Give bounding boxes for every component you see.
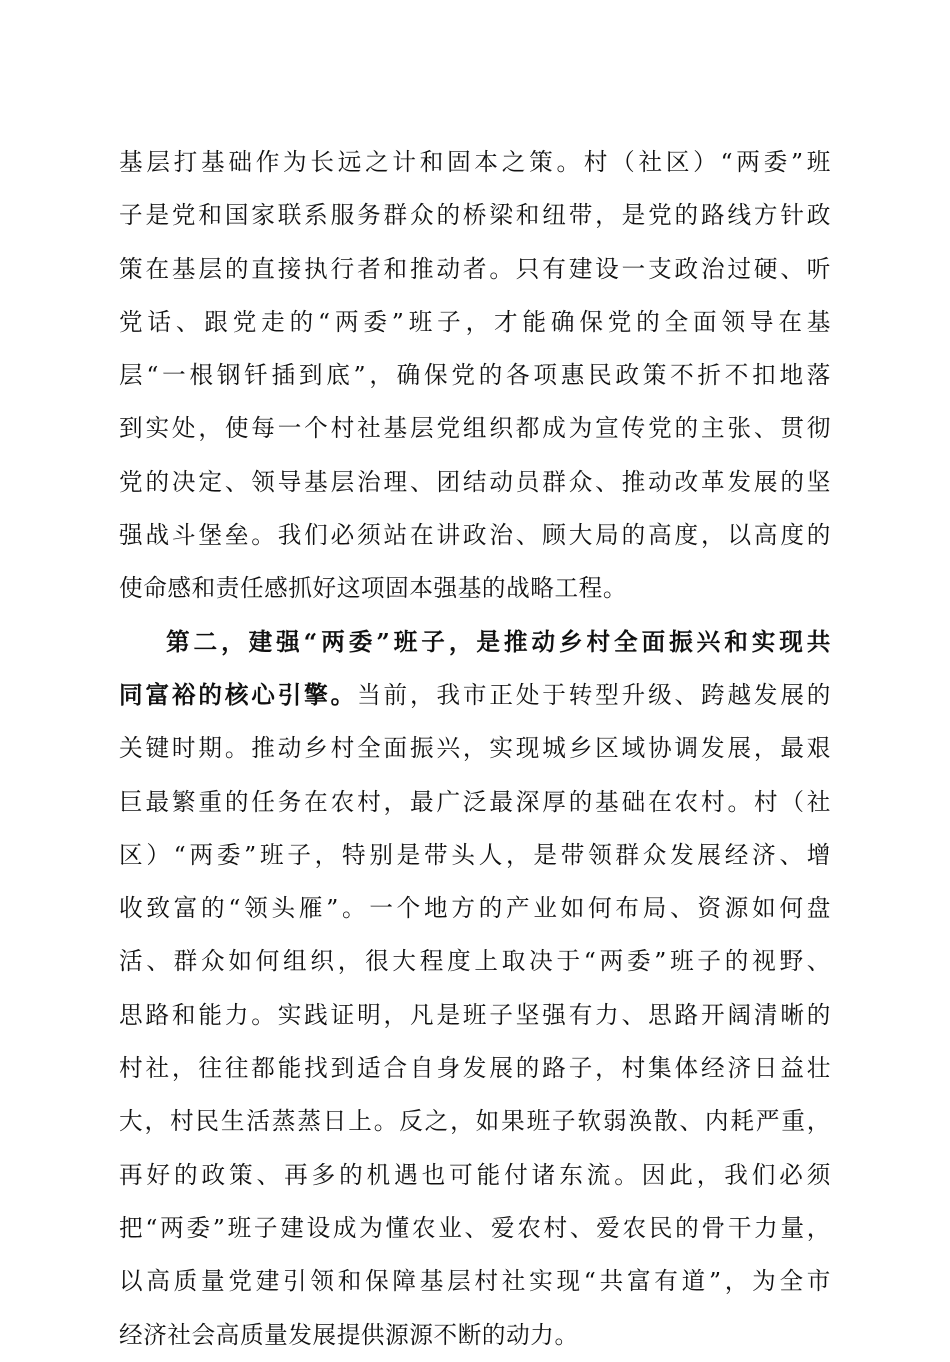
text-line: 党话、跟党走的“两委”班子，才能确保党的全面领导在基 (119, 307, 831, 336)
text-segment: 当前，我市正处于转型升级、跨越发展的 (357, 680, 831, 709)
text-line: 子是党和国家联系服务群众的桥梁和纽带，是党的路线方针政 (119, 201, 831, 230)
paragraph-heading: 第二，建强“两委”班子，是推动乡村全面振兴和实现共 (166, 627, 831, 656)
text-line: 收致富的“领头雁”。一个地方的产业如何布局、资源如何盘 (119, 894, 831, 923)
body-text (119, 136, 831, 1362)
text-line: 村社，往往都能找到适合自身发展的路子，村集体经济日益壮 (119, 1054, 831, 1083)
text-line: 思路和能力。实践证明，凡是班子坚强有力、思路开阔清晰的 (119, 1000, 831, 1029)
text-line: 关键时期。推动乡村全面振兴，实现城乡区域协调发展，最艰 (119, 734, 831, 763)
text-line: 基层打基础作为长远之计和固本之策。村（社区）“两委”班 (119, 148, 831, 176)
text-line: 经济社会高质量发展提供源源不断的动力。 (119, 1320, 579, 1349)
text-line: 区）“两委”班子，特别是带头人，是带领群众发展经济、增 (119, 840, 831, 869)
text-line: 使命感和责任感抓好这项固本强基的战略工程。 (119, 574, 628, 603)
text-line: 活、群众如何组织，很大程度上取决于“两委”班子的视野、 (119, 947, 831, 976)
text-line: 再好的政策、再多的机遇也可能付诸东流。因此，我们必须 (119, 1160, 831, 1189)
text-line: 把“两委”班子建设成为懂农业、爱农村、爱农民的骨干力量， (119, 1213, 831, 1242)
text-line: 巨最繁重的任务在农村，最广泛最深厚的基础在农村。村（社 (119, 787, 831, 816)
text-line: 党的决定、领导基层治理、团结动员群众、推动改革发展的坚 (119, 467, 831, 496)
paragraph-heading-end: 同富裕的核心引擎。 (119, 680, 358, 709)
text-line (119, 669, 831, 722)
text-line: 策在基层的直接执行者和推动者。只有建设一支政治过硬、听 (119, 254, 831, 283)
text-line: 层“一根钢钎插到底”，确保党的各项惠民政策不折不扣地落 (119, 361, 831, 390)
paragraph-2 (119, 616, 831, 1362)
text-line: 强战斗堡垒。我们必须站在讲政治、顾大局的高度，以高度的 (119, 521, 831, 550)
text-line: 以高质量党建引领和保障基层村社实现“共富有道”，为全市 (119, 1267, 831, 1296)
paragraph-1 (119, 136, 831, 616)
text-line: 大，村民生活蒸蒸日上。反之，如果班子软弱涣散、内耗严重， (119, 1107, 831, 1136)
text-line: 到实处，使每一个村社基层党组织都成为宣传党的主张、贯彻 (119, 414, 831, 443)
